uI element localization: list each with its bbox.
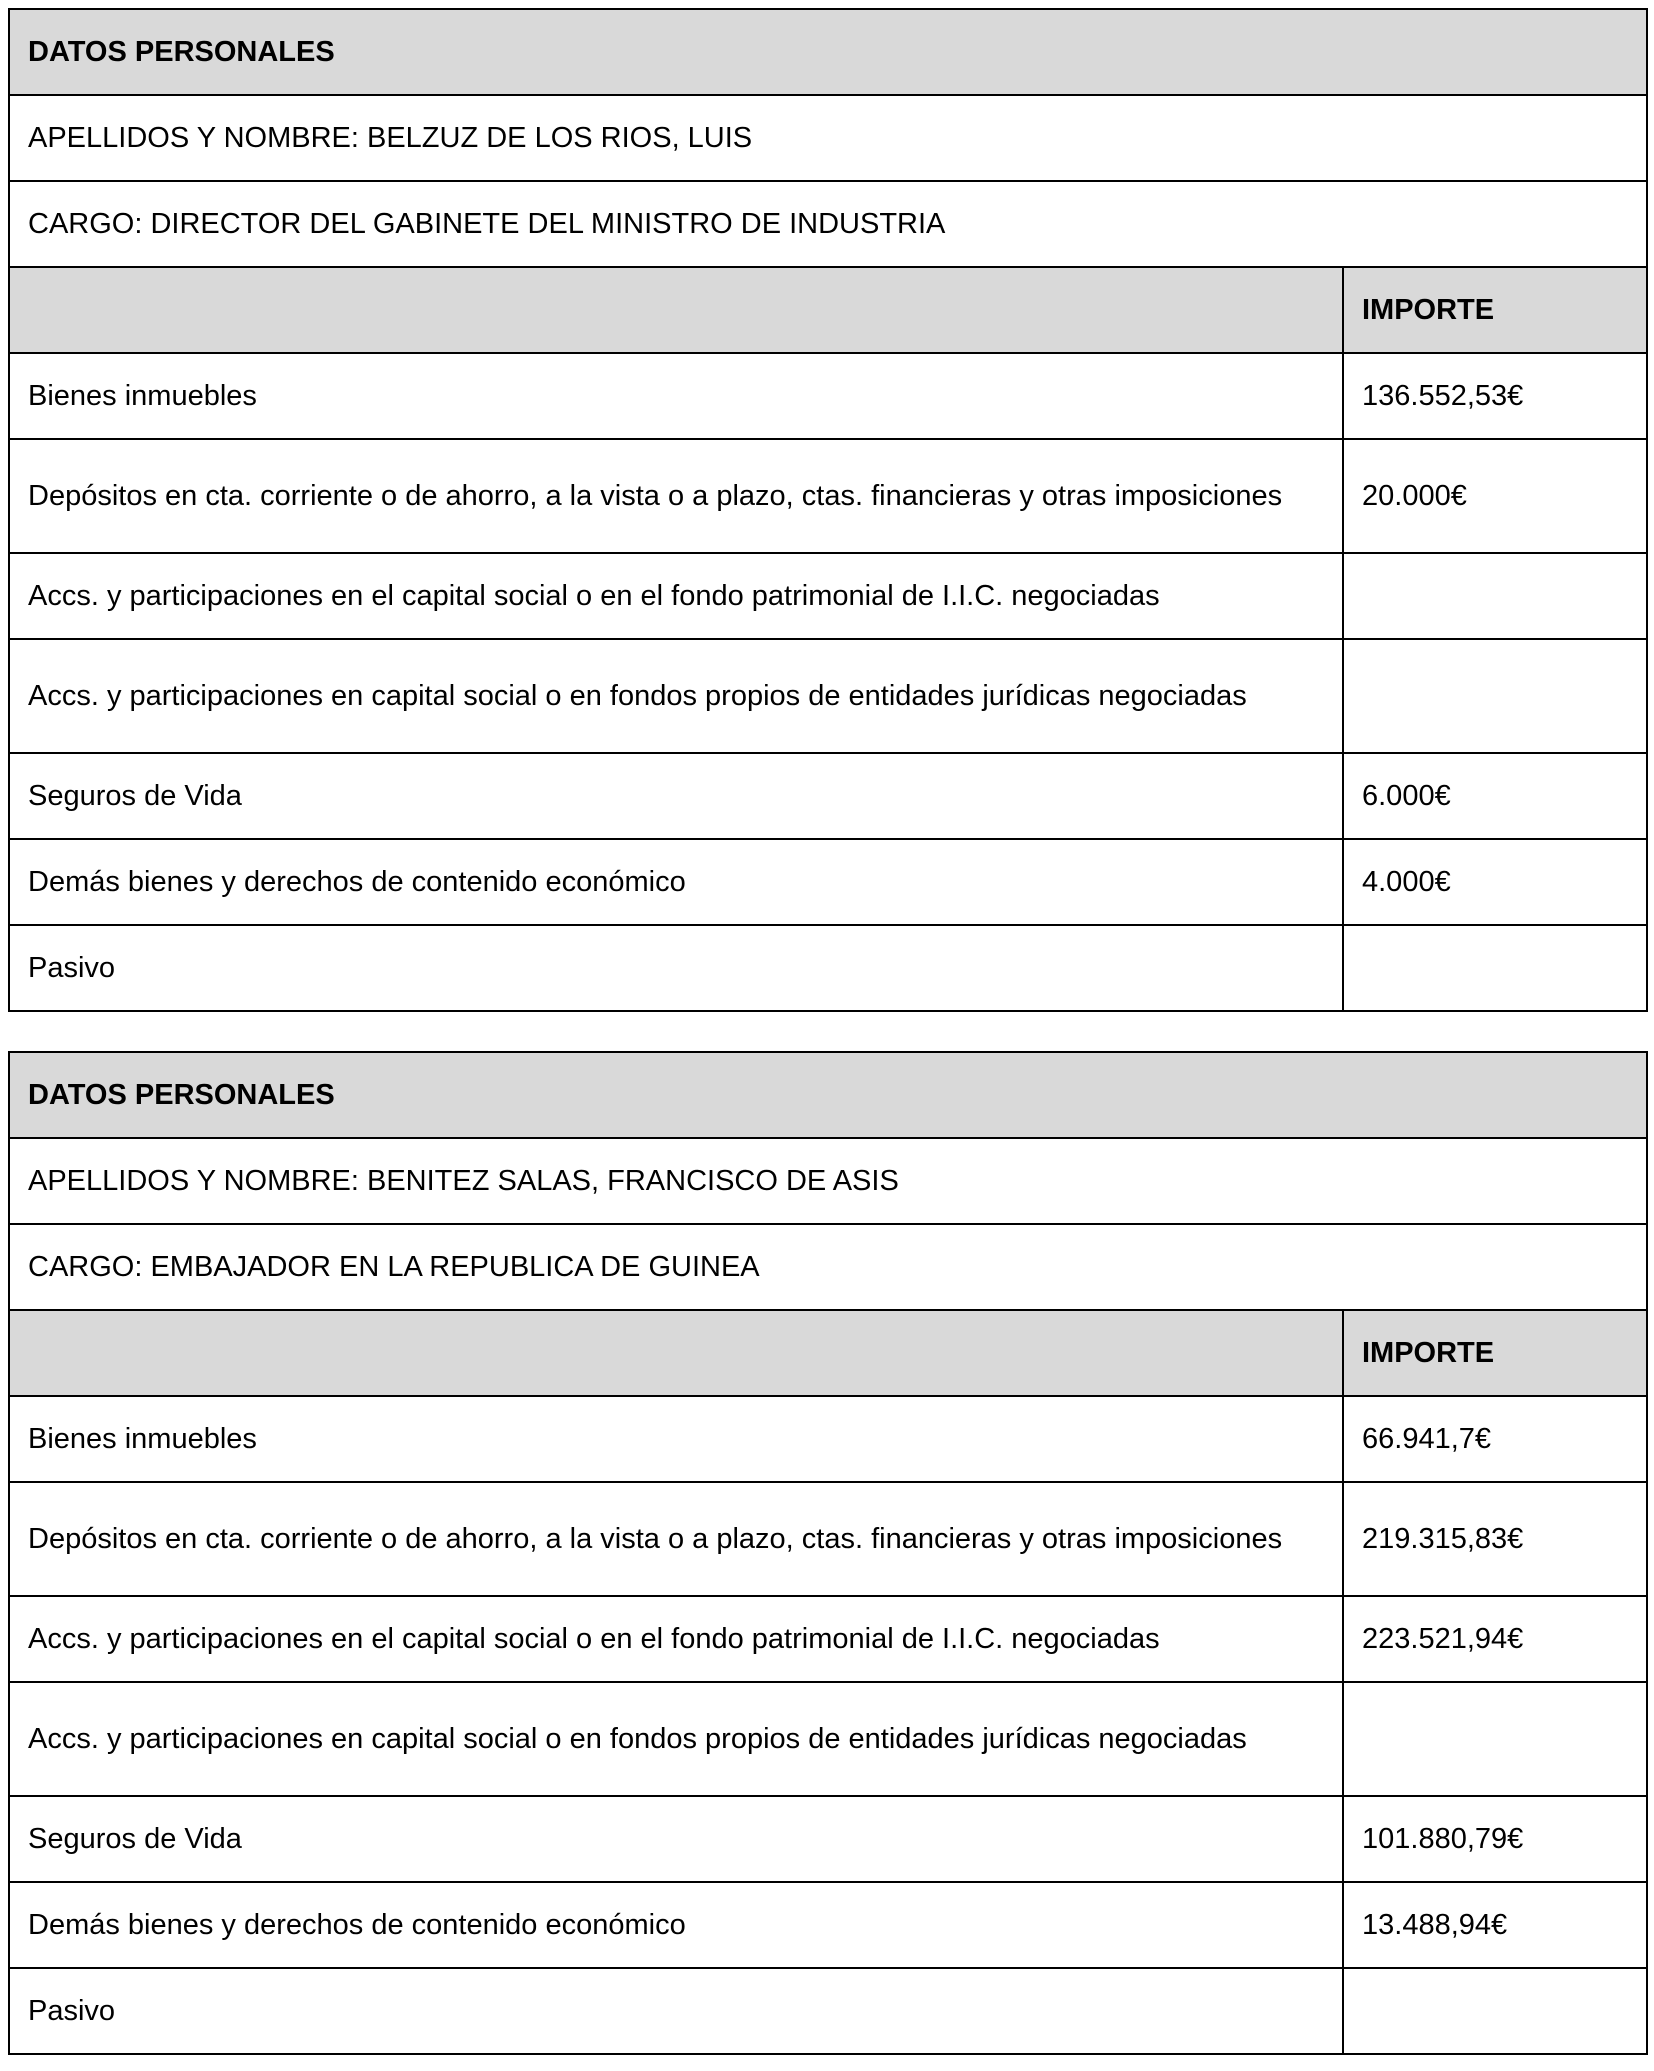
amount-header: IMPORTE <box>1343 1310 1647 1396</box>
table-row <box>9 925 1647 1011</box>
amount-header: IMPORTE <box>1343 267 1647 353</box>
amount-cell: 4.000€ <box>1343 839 1647 925</box>
name-line: APELLIDOS Y NOMBRE: BENITEZ SALAS, FRANCISCO DE ASIS <box>9 1138 1647 1224</box>
amount-cell: 20.000€ <box>1343 439 1647 553</box>
table-row <box>9 353 1647 439</box>
concept-cell: Bienes inmuebles <box>9 1396 1343 1482</box>
table-row <box>9 1482 1647 1596</box>
concept-header-cell <box>9 267 1343 353</box>
declaration-table <box>8 8 1648 1012</box>
concept-cell: Pasivo <box>9 925 1343 1011</box>
amount-cell <box>1343 553 1647 639</box>
amount-cell <box>1343 1682 1647 1796</box>
amount-cell: 13.488,94€ <box>1343 1882 1647 1968</box>
section-title: DATOS PERSONALES <box>9 1052 1647 1138</box>
concept-cell: Seguros de Vida <box>9 1796 1343 1882</box>
amount-cell <box>1343 1968 1647 2054</box>
concept-cell: Accs. y participaciones en el capital social o en el fondo patrimonial de I.I.C. negociadas <box>9 1596 1343 1682</box>
concept-cell: Seguros de Vida <box>9 753 1343 839</box>
section-title: DATOS PERSONALES <box>9 9 1647 95</box>
post-line: CARGO: EMBAJADOR EN LA REPUBLICA DE GUINEA <box>9 1224 1647 1310</box>
table-row <box>9 1682 1647 1796</box>
name-line: APELLIDOS Y NOMBRE: BELZUZ DE LOS RIOS, LUIS <box>9 95 1647 181</box>
concept-cell: Pasivo <box>9 1968 1343 2054</box>
table-row <box>9 1396 1647 1482</box>
table-row <box>9 1796 1647 1882</box>
concept-cell: Accs. y participaciones en capital social o en fondos propios de entidades jurídicas negociadas <box>9 1682 1343 1796</box>
table-row <box>9 1968 1647 2054</box>
table-row <box>9 839 1647 925</box>
table-row <box>9 439 1647 553</box>
concept-cell: Accs. y participaciones en el capital social o en el fondo patrimonial de I.I.C. negociadas <box>9 553 1343 639</box>
amount-cell: 66.941,7€ <box>1343 1396 1647 1482</box>
amount-cell <box>1343 925 1647 1011</box>
table-row <box>9 1882 1647 1968</box>
amount-cell: 6.000€ <box>1343 753 1647 839</box>
amount-cell: 223.521,94€ <box>1343 1596 1647 1682</box>
amount-cell <box>1343 639 1647 753</box>
table-row <box>9 1596 1647 1682</box>
concept-header-cell <box>9 1310 1343 1396</box>
amount-cell: 219.315,83€ <box>1343 1482 1647 1596</box>
document-page <box>8 8 1646 2055</box>
amount-cell: 136.552,53€ <box>1343 353 1647 439</box>
concept-cell: Accs. y participaciones en capital social o en fondos propios de entidades jurídicas negociadas <box>9 639 1343 753</box>
concept-cell: Depósitos en cta. corriente o de ahorro, a la vista o a plazo, ctas. financieras y otras imposiciones <box>9 439 1343 553</box>
table-row <box>9 553 1647 639</box>
amount-cell: 101.880,79€ <box>1343 1796 1647 1882</box>
post-line: CARGO: DIRECTOR DEL GABINETE DEL MINISTRO DE INDUSTRIA <box>9 181 1647 267</box>
table-row <box>9 639 1647 753</box>
table-row <box>9 753 1647 839</box>
concept-cell: Demás bienes y derechos de contenido económico <box>9 1882 1343 1968</box>
declaration-table <box>8 1051 1648 2055</box>
concept-cell: Depósitos en cta. corriente o de ahorro, a la vista o a plazo, ctas. financieras y otras imposiciones <box>9 1482 1343 1596</box>
concept-cell: Demás bienes y derechos de contenido económico <box>9 839 1343 925</box>
concept-cell: Bienes inmuebles <box>9 353 1343 439</box>
